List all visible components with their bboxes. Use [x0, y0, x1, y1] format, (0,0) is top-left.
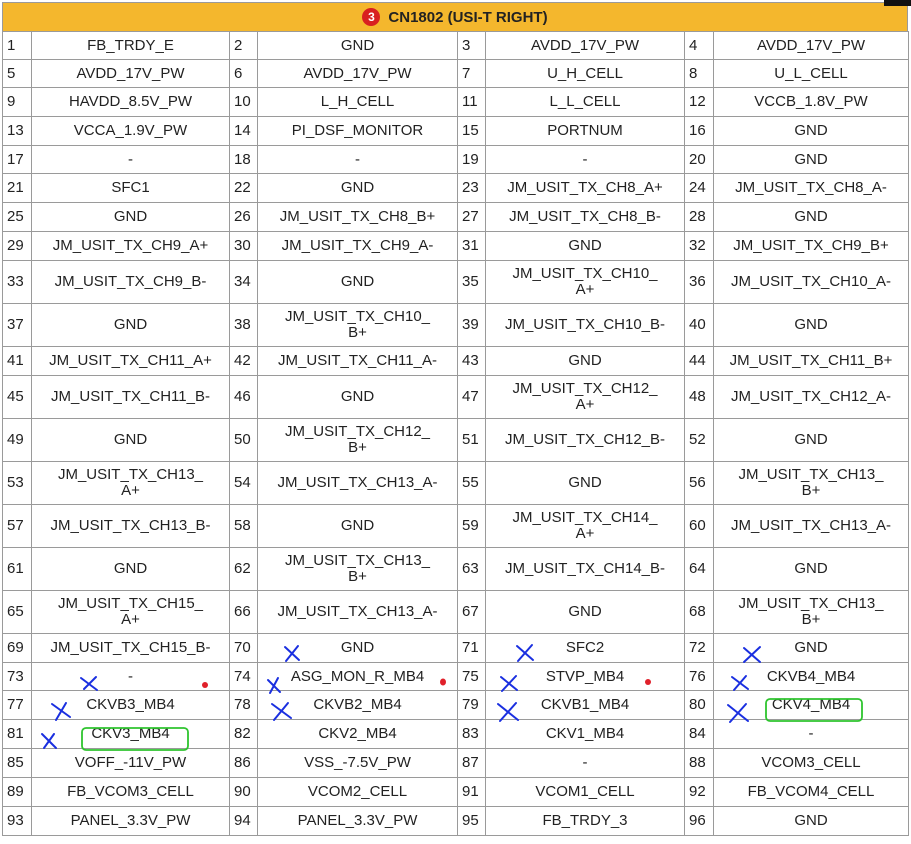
signal-name: VCOM1_CELL — [486, 778, 685, 807]
signal-name: CKV4_MB4 — [714, 691, 909, 720]
signal-name: GND — [258, 505, 458, 548]
pin-number: 12 — [685, 88, 714, 117]
signal-name: GND — [32, 203, 230, 232]
pin-number: 27 — [458, 203, 486, 232]
pin-number: 89 — [3, 778, 32, 807]
signal-name: - — [32, 663, 230, 691]
pin-number: 78 — [230, 691, 258, 720]
signal-name: JM_USIT_TX_CH9_A- — [258, 232, 458, 261]
signal-name: VCOM2_CELL — [258, 778, 458, 807]
signal-name: CKVB1_MB4 — [486, 691, 685, 720]
pin-number: 9 — [3, 88, 32, 117]
signal-name: - — [258, 146, 458, 174]
signal-name: JM_USIT_TX_CH15_B- — [32, 634, 230, 663]
pin-number: 58 — [230, 505, 258, 548]
signal-name: GND — [714, 304, 909, 347]
signal-name: JM_USIT_TX_CH11_B- — [32, 376, 230, 419]
pin-number: 80 — [685, 691, 714, 720]
pin-number: 65 — [3, 591, 32, 634]
table-row — [3, 32, 909, 60]
pin-number: 4 — [685, 32, 714, 60]
pin-number: 1 — [3, 32, 32, 60]
pin-number: 69 — [3, 634, 32, 663]
signal-name: GND — [258, 32, 458, 60]
signal-name: JM_USIT_TX_CH9_B- — [32, 261, 230, 304]
signal-name: CKVB4_MB4 — [714, 663, 909, 691]
signal-name: GND — [714, 117, 909, 146]
pin-number: 82 — [230, 720, 258, 749]
signal-name: VCCB_1.8V_PW — [714, 88, 909, 117]
pin-table — [2, 31, 909, 836]
signal-name: CKV1_MB4 — [486, 720, 685, 749]
signal-name: STVP_MB4 — [486, 663, 685, 691]
pin-number: 6 — [230, 60, 258, 88]
signal-name: JM_USIT_TX_CH13_A- — [714, 505, 909, 548]
table-row — [3, 548, 909, 591]
signal-name: JM_USIT_TX_CH13_ B+ — [714, 462, 909, 505]
signal-name: PI_DSF_MONITOR — [258, 117, 458, 146]
pin-number: 3 — [458, 32, 486, 60]
pin-number: 24 — [685, 174, 714, 203]
signal-name: JM_USIT_TX_CH12_ B+ — [258, 419, 458, 462]
signal-name: HAVDD_8.5V_PW — [32, 88, 230, 117]
signal-name: GND — [486, 347, 685, 376]
signal-name: JM_USIT_TX_CH9_A+ — [32, 232, 230, 261]
table-row — [3, 347, 909, 376]
pin-number: 40 — [685, 304, 714, 347]
signal-name: GND — [32, 548, 230, 591]
signal-name: GND — [486, 591, 685, 634]
pin-number: 48 — [685, 376, 714, 419]
signal-name: GND — [714, 419, 909, 462]
signal-name: JM_USIT_TX_CH12_ A+ — [486, 376, 685, 419]
pin-number: 87 — [458, 749, 486, 778]
pin-number: 95 — [458, 807, 486, 836]
pin-number: 32 — [685, 232, 714, 261]
pin-number: 13 — [3, 117, 32, 146]
pin-number: 85 — [3, 749, 32, 778]
table-row — [3, 807, 909, 836]
pin-number: 83 — [458, 720, 486, 749]
pin-number: 93 — [3, 807, 32, 836]
signal-name: GND — [714, 807, 909, 836]
pin-number: 17 — [3, 146, 32, 174]
pin-number: 62 — [230, 548, 258, 591]
signal-name: FB_VCOM3_CELL — [32, 778, 230, 807]
pin-table-container — [2, 2, 908, 836]
signal-name: GND — [258, 376, 458, 419]
pin-number: 7 — [458, 60, 486, 88]
table-row — [3, 462, 909, 505]
pin-number: 45 — [3, 376, 32, 419]
table-row — [3, 174, 909, 203]
pin-number: 26 — [230, 203, 258, 232]
signal-name: L_H_CELL — [258, 88, 458, 117]
connector-title: CN1802 (USI-T RIGHT) — [388, 8, 548, 26]
pin-number: 2 — [230, 32, 258, 60]
signal-name: CKV3_MB4 — [32, 720, 230, 749]
pin-number: 70 — [230, 634, 258, 663]
pin-number: 81 — [3, 720, 32, 749]
pin-number: 43 — [458, 347, 486, 376]
pin-number: 63 — [458, 548, 486, 591]
signal-name: JM_USIT_TX_CH13_ A+ — [32, 462, 230, 505]
signal-name: AVDD_17V_PW — [32, 60, 230, 88]
pin-number: 11 — [458, 88, 486, 117]
signal-name: JM_USIT_TX_CH8_B+ — [258, 203, 458, 232]
table-row — [3, 419, 909, 462]
signal-name: FB_VCOM4_CELL — [714, 778, 909, 807]
signal-name: JM_USIT_TX_CH10_A- — [714, 261, 909, 304]
pin-number: 35 — [458, 261, 486, 304]
signal-name: CKV2_MB4 — [258, 720, 458, 749]
signal-name: JM_USIT_TX_CH13_ B+ — [714, 591, 909, 634]
signal-name: GND — [486, 232, 685, 261]
pin-number: 54 — [230, 462, 258, 505]
signal-name: JM_USIT_TX_CH8_A- — [714, 174, 909, 203]
table-row — [3, 720, 909, 749]
pin-number: 59 — [458, 505, 486, 548]
pin-number: 15 — [458, 117, 486, 146]
pin-number: 68 — [685, 591, 714, 634]
pin-number: 61 — [3, 548, 32, 591]
table-row — [3, 117, 909, 146]
pin-number: 94 — [230, 807, 258, 836]
signal-name: JM_USIT_TX_CH13_B- — [32, 505, 230, 548]
signal-name: JM_USIT_TX_CH8_B- — [486, 203, 685, 232]
signal-name: U_H_CELL — [486, 60, 685, 88]
signal-name: GND — [32, 304, 230, 347]
signal-name: VSS_-7.5V_PW — [258, 749, 458, 778]
pin-number: 64 — [685, 548, 714, 591]
signal-name: GND — [714, 146, 909, 174]
pin-number: 10 — [230, 88, 258, 117]
signal-name: AVDD_17V_PW — [486, 32, 685, 60]
pin-number: 77 — [3, 691, 32, 720]
table-row — [3, 304, 909, 347]
signal-name: JM_USIT_TX_CH11_B+ — [714, 347, 909, 376]
signal-name: - — [486, 146, 685, 174]
signal-name: SFC2 — [486, 634, 685, 663]
pin-number: 92 — [685, 778, 714, 807]
pin-number: 36 — [685, 261, 714, 304]
pin-number: 79 — [458, 691, 486, 720]
pin-number: 21 — [3, 174, 32, 203]
table-row — [3, 591, 909, 634]
signal-name: JM_USIT_TX_CH11_A- — [258, 347, 458, 376]
pin-number: 73 — [3, 663, 32, 691]
signal-name: L_L_CELL — [486, 88, 685, 117]
table-row — [3, 691, 909, 720]
signal-name: VCCA_1.9V_PW — [32, 117, 230, 146]
table-row — [3, 232, 909, 261]
pin-number: 91 — [458, 778, 486, 807]
signal-name: CKVB2_MB4 — [258, 691, 458, 720]
signal-name: PORTNUM — [486, 117, 685, 146]
signal-name: VOFF_-11V_PW — [32, 749, 230, 778]
signal-name: FB_TRDY_E — [32, 32, 230, 60]
table-row — [3, 634, 909, 663]
pin-number: 33 — [3, 261, 32, 304]
pin-number: 28 — [685, 203, 714, 232]
pin-number: 72 — [685, 634, 714, 663]
pin-number: 47 — [458, 376, 486, 419]
signal-name: JM_USIT_TX_CH10_B- — [486, 304, 685, 347]
pin-number: 34 — [230, 261, 258, 304]
pin-number: 41 — [3, 347, 32, 376]
pin-number: 44 — [685, 347, 714, 376]
pin-number: 50 — [230, 419, 258, 462]
signal-name: JM_USIT_TX_CH14_ A+ — [486, 505, 685, 548]
signal-name: U_L_CELL — [714, 60, 909, 88]
pin-number: 53 — [3, 462, 32, 505]
signal-name: JM_USIT_TX_CH11_A+ — [32, 347, 230, 376]
signal-name: GND — [714, 203, 909, 232]
signal-name: FB_TRDY_3 — [486, 807, 685, 836]
pin-number: 49 — [3, 419, 32, 462]
signal-name: - — [486, 749, 685, 778]
table-row — [3, 88, 909, 117]
pin-number: 31 — [458, 232, 486, 261]
signal-name: JM_USIT_TX_CH13_ B+ — [258, 548, 458, 591]
pin-number: 51 — [458, 419, 486, 462]
corner-marker — [884, 0, 911, 6]
signal-name: GND — [258, 174, 458, 203]
table-row — [3, 203, 909, 232]
pin-number: 60 — [685, 505, 714, 548]
pin-number: 57 — [3, 505, 32, 548]
pin-number: 67 — [458, 591, 486, 634]
signal-name: JM_USIT_TX_CH12_A- — [714, 376, 909, 419]
pin-number: 52 — [685, 419, 714, 462]
signal-name: - — [32, 146, 230, 174]
signal-name: JM_USIT_TX_CH9_B+ — [714, 232, 909, 261]
pin-number: 84 — [685, 720, 714, 749]
pin-number: 46 — [230, 376, 258, 419]
signal-name: JM_USIT_TX_CH15_ A+ — [32, 591, 230, 634]
table-row — [3, 60, 909, 88]
signal-name: ASG_MON_R_MB4 — [258, 663, 458, 691]
signal-name: GND — [714, 634, 909, 663]
table-row — [3, 663, 909, 691]
pin-number: 14 — [230, 117, 258, 146]
signal-name: GND — [258, 634, 458, 663]
pin-number: 39 — [458, 304, 486, 347]
signal-name: JM_USIT_TX_CH13_A- — [258, 462, 458, 505]
pin-number: 19 — [458, 146, 486, 174]
signal-name: GND — [258, 261, 458, 304]
pin-number: 74 — [230, 663, 258, 691]
pin-number: 42 — [230, 347, 258, 376]
signal-name: JM_USIT_TX_CH12_B- — [486, 419, 685, 462]
pin-number: 90 — [230, 778, 258, 807]
signal-name: AVDD_17V_PW — [714, 32, 909, 60]
table-header — [2, 2, 908, 31]
pin-number: 75 — [458, 663, 486, 691]
signal-name: AVDD_17V_PW — [258, 60, 458, 88]
number-badge: 3 — [362, 8, 380, 26]
signal-name: JM_USIT_TX_CH13_A- — [258, 591, 458, 634]
table-row — [3, 505, 909, 548]
signal-name: SFC1 — [32, 174, 230, 203]
signal-name: CKVB3_MB4 — [32, 691, 230, 720]
pin-number: 56 — [685, 462, 714, 505]
signal-name: GND — [486, 462, 685, 505]
pin-number: 88 — [685, 749, 714, 778]
pin-number: 96 — [685, 807, 714, 836]
signal-name: VCOM3_CELL — [714, 749, 909, 778]
signal-name: PANEL_3.3V_PW — [32, 807, 230, 836]
table-row — [3, 261, 909, 304]
pin-number: 16 — [685, 117, 714, 146]
pin-number: 66 — [230, 591, 258, 634]
pin-number: 37 — [3, 304, 32, 347]
pin-number: 18 — [230, 146, 258, 174]
pin-number: 86 — [230, 749, 258, 778]
signal-name: - — [714, 720, 909, 749]
pin-number: 76 — [685, 663, 714, 691]
pin-number: 23 — [458, 174, 486, 203]
pin-number: 38 — [230, 304, 258, 347]
table-row — [3, 778, 909, 807]
signal-name: GND — [714, 548, 909, 591]
signal-name: JM_USIT_TX_CH8_A+ — [486, 174, 685, 203]
pin-number: 55 — [458, 462, 486, 505]
table-row — [3, 749, 909, 778]
signal-name: JM_USIT_TX_CH10_ A+ — [486, 261, 685, 304]
signal-name: JM_USIT_TX_CH10_ B+ — [258, 304, 458, 347]
table-row — [3, 376, 909, 419]
pin-number: 30 — [230, 232, 258, 261]
pin-number: 8 — [685, 60, 714, 88]
signal-name: PANEL_3.3V_PW — [258, 807, 458, 836]
table-row — [3, 146, 909, 174]
signal-name: JM_USIT_TX_CH14_B- — [486, 548, 685, 591]
pin-number: 20 — [685, 146, 714, 174]
pin-number: 29 — [3, 232, 32, 261]
signal-name: GND — [32, 419, 230, 462]
pin-number: 22 — [230, 174, 258, 203]
pin-number: 5 — [3, 60, 32, 88]
pin-number: 71 — [458, 634, 486, 663]
pin-number: 25 — [3, 203, 32, 232]
